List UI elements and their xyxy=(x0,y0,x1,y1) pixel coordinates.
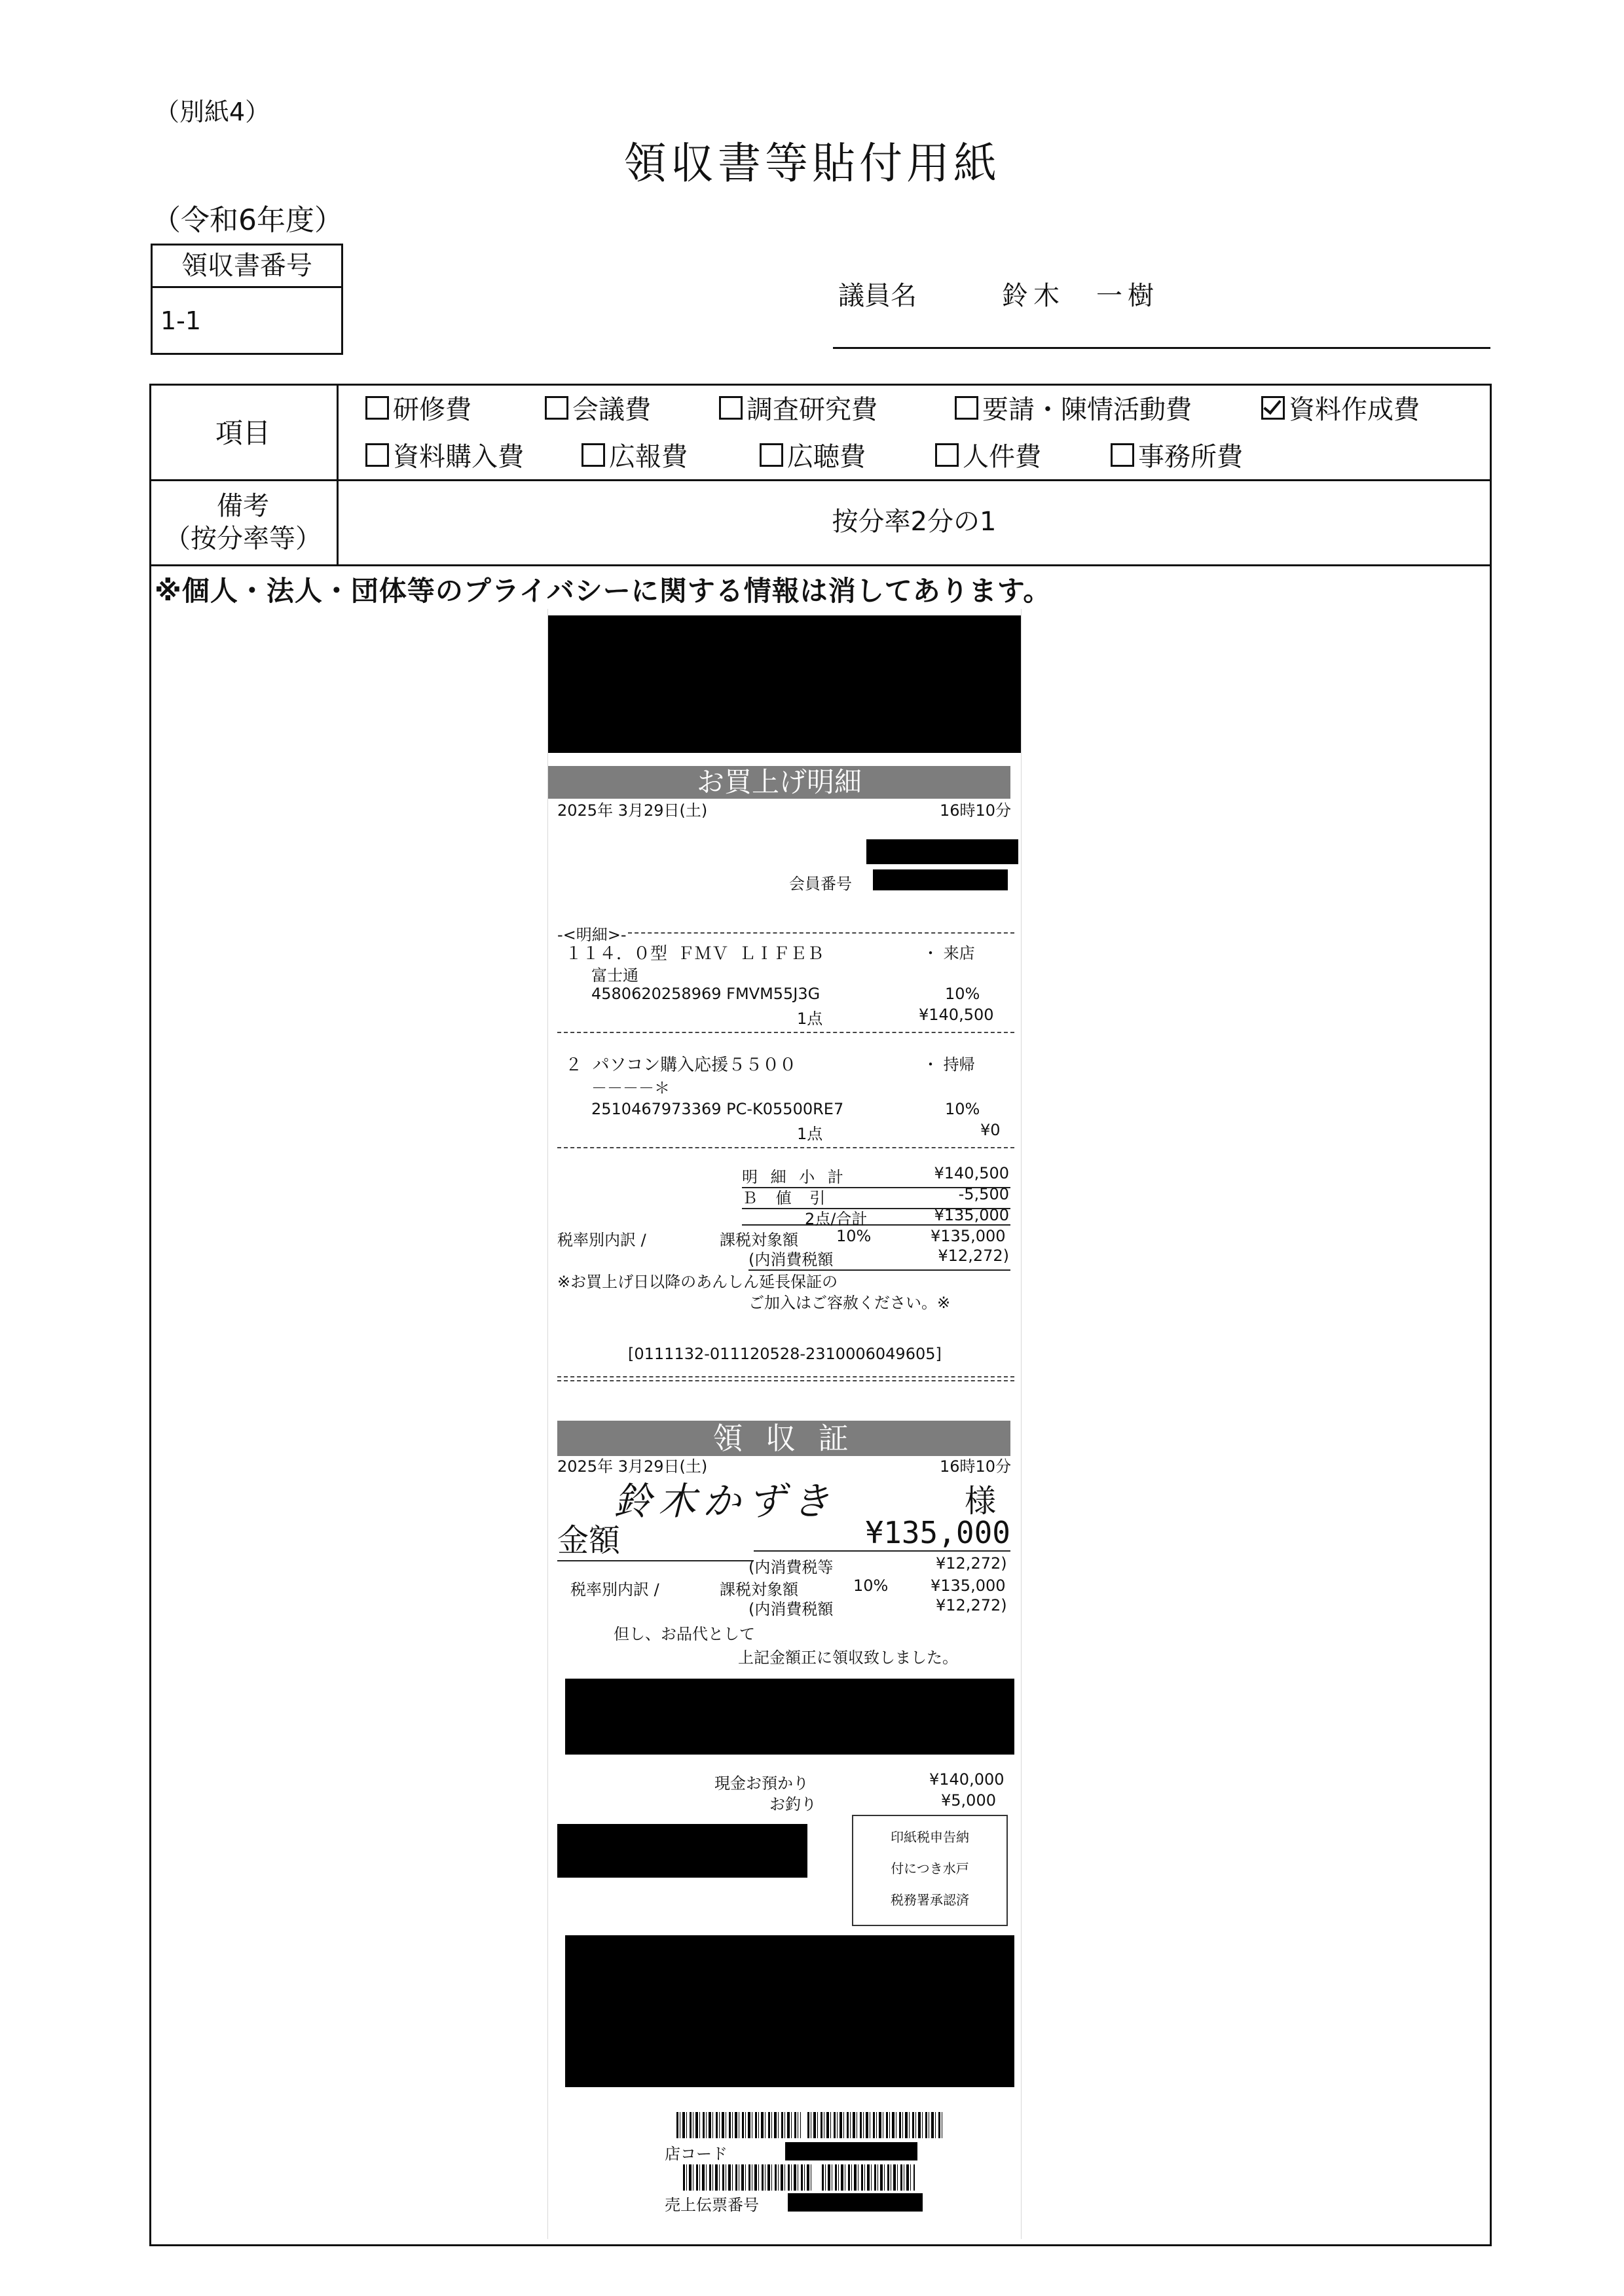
checkbox-icon xyxy=(1111,443,1134,467)
dashed-divider xyxy=(557,1147,1014,1148)
transaction-id: [0111132-011120528-2310006049605] xyxy=(628,1345,942,1363)
receipt xyxy=(547,609,1022,2239)
amount-value: ¥135,000 xyxy=(754,1515,1010,1552)
redaction-block xyxy=(873,869,1008,890)
fiscal-year: （令和6年度） xyxy=(152,204,343,237)
item-label: 項目 xyxy=(215,417,270,449)
item-1-tax: 10% xyxy=(945,985,980,1003)
checkbox-icon xyxy=(365,443,389,467)
category-shiryo-konyu[interactable]: 資料購入費 xyxy=(365,436,524,473)
discount-label: Ｂ 値 引 xyxy=(742,1189,832,1207)
receipt-time: 16時10分 xyxy=(940,1457,1012,1476)
member-name-label: 議員名 xyxy=(838,281,917,311)
item-1-tag: ・ 来店 xyxy=(923,944,975,962)
revenue-stamp-note: 印紙税申告納 付につき水戸 税務署承認済 xyxy=(852,1815,1008,1926)
category-koho[interactable]: 広報費 xyxy=(581,436,688,473)
detail-header: -<明細>- xyxy=(557,926,627,944)
checkbox-checked-icon xyxy=(1261,396,1285,420)
inner-tax-label-2: (内消費税等 xyxy=(748,1558,834,1576)
member-name-value: 鈴木 一樹 xyxy=(1002,281,1159,311)
inner-tax-row xyxy=(748,1247,1010,1271)
item-2-name: ２ パソコン購入応援５５００ xyxy=(565,1055,797,1075)
amount-label: 金額 xyxy=(557,1515,754,1561)
redaction-block xyxy=(548,615,1021,753)
taxable-amount-2: ¥135,000 xyxy=(931,1576,1006,1595)
barcode-icon xyxy=(822,2164,915,2191)
category-shiryo-sakusei[interactable]: 資料作成費 xyxy=(1261,389,1420,426)
remarks-value: 按分率2分の1 xyxy=(832,507,997,537)
redaction-block xyxy=(565,1935,1014,2087)
checkbox-icon xyxy=(545,396,568,420)
barcode-icon xyxy=(807,2112,942,2138)
barcode-icon xyxy=(676,2112,801,2138)
receipt-number-box xyxy=(151,244,343,355)
barcode-icon xyxy=(683,2164,813,2191)
item-2-sub: －－－－＊ xyxy=(591,1079,670,1097)
item-1-name: １１４．０型 ＦＭＶ ＬＩＦＥＢ xyxy=(565,944,824,964)
row-divider xyxy=(149,564,1492,566)
inner-tax-value-3: ¥12,272) xyxy=(936,1596,1007,1614)
taxable-amount: ¥135,000 xyxy=(931,1227,1006,1245)
remarks-label: 備考 （按分率等） xyxy=(164,491,322,554)
inner-tax-label-3: (内消費税額 xyxy=(748,1600,834,1618)
annex-label: （別紙4） xyxy=(155,98,270,126)
detail-title: お買上げ明細 xyxy=(548,766,1010,799)
change-label: お釣り xyxy=(769,1795,817,1813)
inner-tax-value: ¥12,272) xyxy=(938,1247,1009,1265)
double-divider xyxy=(557,1376,1014,1381)
redaction-block xyxy=(866,839,1018,864)
subtotal-value: ¥140,500 xyxy=(934,1164,1009,1182)
item-2-code: 2510467973369 PC-K05500RE7 xyxy=(591,1100,844,1118)
total-label: 2点/合計 xyxy=(805,1210,868,1228)
checkbox-icon xyxy=(581,443,605,467)
checkbox-icon xyxy=(719,396,743,420)
customer-name-handwritten: 鈴木かずき xyxy=(614,1479,837,1523)
redaction-block xyxy=(565,1679,1014,1755)
taxable-label: 課税対象額 xyxy=(720,1231,798,1249)
redaction-block xyxy=(557,1824,807,1878)
taxable-label-2: 課税対象額 xyxy=(720,1580,798,1599)
category-kaigi[interactable]: 会議費 xyxy=(545,389,651,426)
received-text: 上記金額正に領収致しました。 xyxy=(738,1649,958,1667)
checkbox-icon xyxy=(365,396,389,420)
subtotal-label: 明 細 小 計 xyxy=(742,1168,847,1186)
dashed-divider xyxy=(628,932,1014,934)
warranty-note-2: ご加入はご容赦ください。※ xyxy=(748,1294,951,1312)
warranty-note-1: ※お買上げ日以降のあんしん延長保証の xyxy=(557,1273,838,1291)
category-kocho[interactable]: 広聴費 xyxy=(760,436,866,473)
change-value: ¥5,000 xyxy=(941,1791,996,1810)
discount-value: -5,500 xyxy=(958,1185,1009,1203)
page-title: 領収書等貼付用紙 xyxy=(623,138,1001,189)
receipt-number-value: 1-1 xyxy=(160,306,202,335)
redaction-block xyxy=(785,2142,917,2160)
item-2-price: ¥0 xyxy=(980,1121,1001,1139)
item-2-tax: 10% xyxy=(945,1100,980,1118)
slip-no-label: 売上伝票番号 xyxy=(665,2196,759,2214)
taxable-rate-2: 10% xyxy=(853,1576,889,1595)
inner-tax-label: (内消費税額 xyxy=(748,1250,834,1269)
category-jinken[interactable]: 人件費 xyxy=(935,436,1041,473)
proviso: 但し、お品代として xyxy=(614,1625,755,1643)
receipt-number-label: 領収書番号 xyxy=(153,246,341,288)
cash-label: 現金お預かり xyxy=(714,1774,809,1793)
receipt-date: 2025年 3月29日(土) xyxy=(557,1457,708,1476)
store-code-label: 店コード xyxy=(665,2145,728,2163)
cash-value: ¥140,000 xyxy=(929,1770,1005,1789)
tax-breakdown-label-2: 税率別内訳 / xyxy=(570,1580,659,1599)
item-1-qty: 1点 xyxy=(797,1010,823,1028)
redaction-block xyxy=(788,2193,923,2212)
taxable-rate: 10% xyxy=(836,1227,872,1245)
category-kenshu[interactable]: 研修費 xyxy=(365,389,471,426)
checkbox-icon xyxy=(955,396,978,420)
member-no-label: 会員番号 xyxy=(789,875,852,893)
total-row xyxy=(742,1206,1010,1226)
item-2-qty: 1点 xyxy=(797,1125,823,1143)
receipt-title: 領 収 証 xyxy=(557,1421,1010,1456)
item-1-code: 4580620258969 FMVM55J3G xyxy=(591,985,821,1003)
honorific: 様 xyxy=(965,1483,997,1520)
inner-tax-value-2: ¥12,272) xyxy=(936,1554,1007,1573)
detail-time: 16時10分 xyxy=(940,801,1012,820)
tax-breakdown-label: 税率別内訳 / xyxy=(557,1231,646,1249)
member-name-underline xyxy=(833,347,1490,349)
category-jimusho[interactable]: 事務所費 xyxy=(1111,436,1243,473)
item-1-maker: 富士通 xyxy=(591,966,638,985)
dashed-divider xyxy=(557,1032,1014,1033)
category-yosei[interactable]: 要請・陳情活動費 xyxy=(955,389,1192,426)
checkbox-icon xyxy=(935,443,959,467)
category-chosa[interactable]: 調査研究費 xyxy=(719,389,877,426)
privacy-note: ※個人・法人・団体等のプライバシーに関する情報は消してあります。 xyxy=(155,575,1052,607)
checkbox-icon xyxy=(760,443,783,467)
total-value: ¥135,000 xyxy=(934,1206,1009,1224)
detail-date: 2025年 3月29日(土) xyxy=(557,801,708,820)
item-2-tag: ・ 持帰 xyxy=(923,1055,975,1074)
item-1-price: ¥140,500 xyxy=(919,1006,994,1024)
